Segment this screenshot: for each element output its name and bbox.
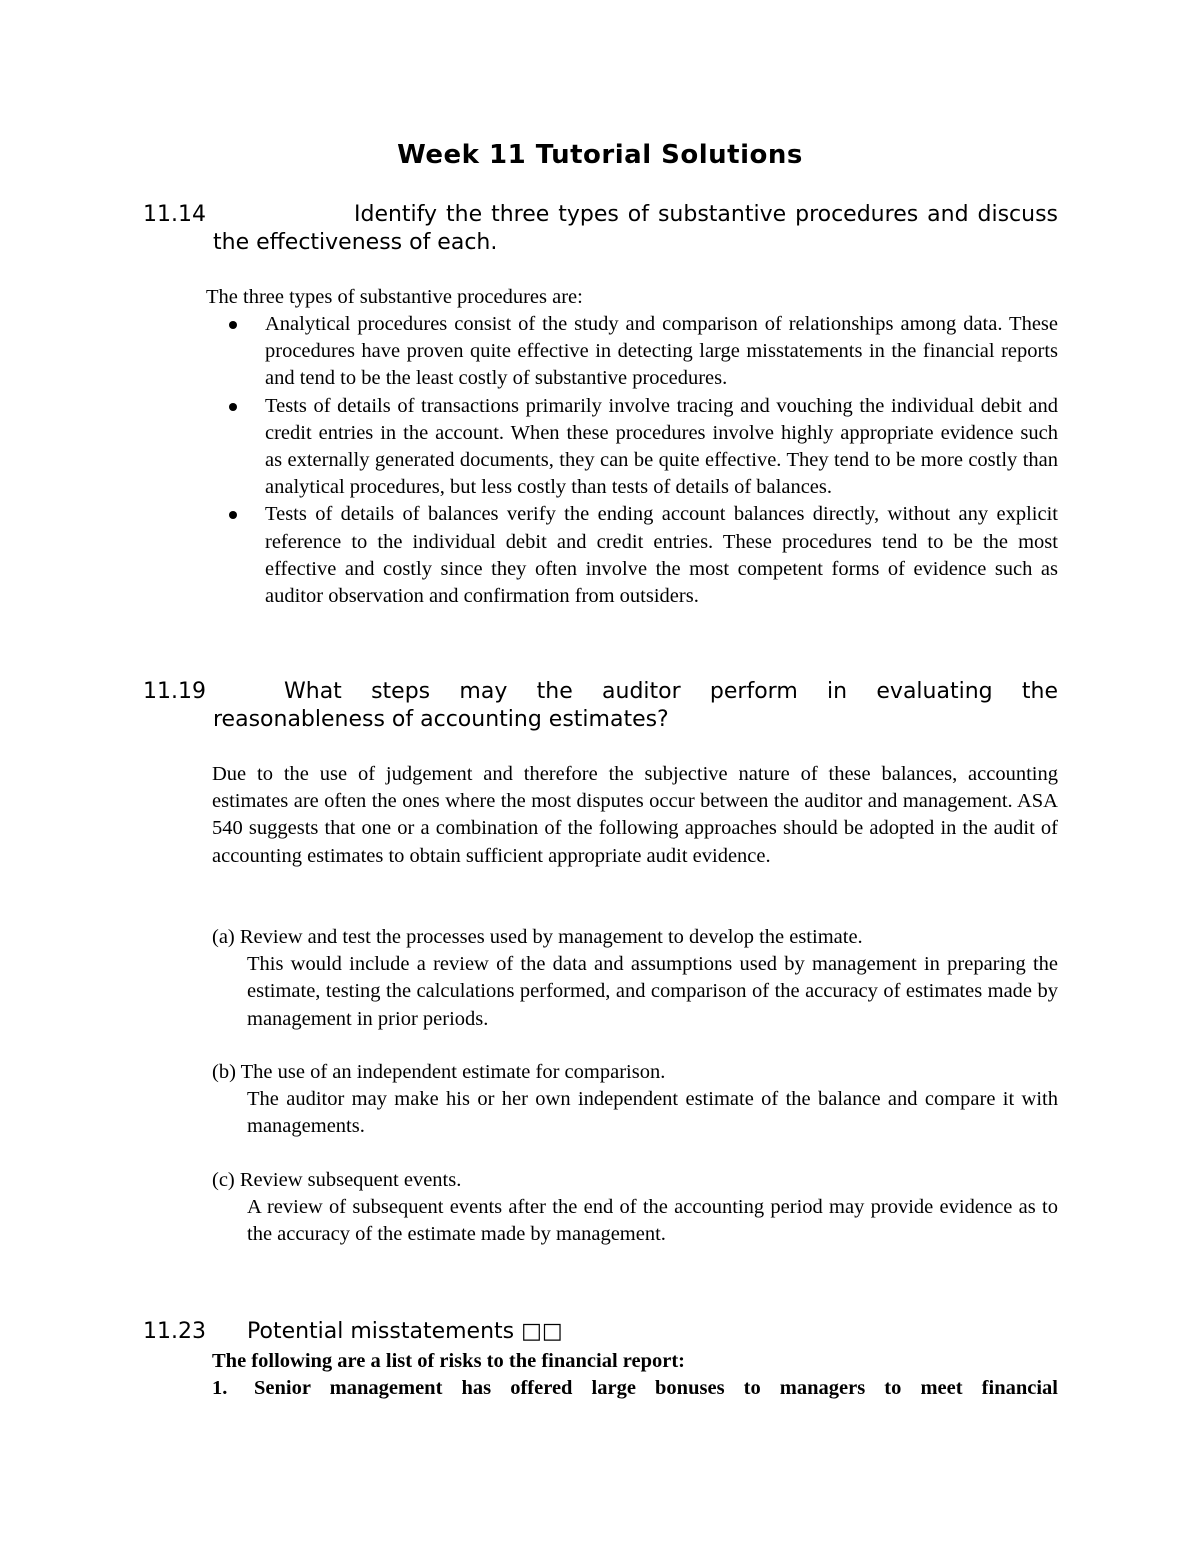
approach-body: A review of subsequent events after the end of the accounting period may provide evidence as to the accuracy of the estimate made by management. [247,1196,1058,1246]
approach-item-c [212,1167,1058,1249]
risk-number: 1. [212,1377,228,1399]
bullet-icon [229,511,237,519]
page-title: Week 11 Tutorial Solutions [397,140,803,170]
answer-paragraph: Due to the use of judgement and therefore the subjective nature of these balances, accounting estimates are often the ones where the most disputes occur between the auditor and management. ASA 540 suggests that one or a combination of the following approaches should be adopted in the audit of accounting estimates to obtain sufficient appropriate audit evidence. [212,763,1058,867]
approach-label: (c) Review subsequent events. [212,1169,462,1191]
question-text: Identify the three types of substantive procedures and discuss the effectiveness of each. [213,202,1058,255]
approach-body: This would include a review of the data and assumptions used by management in preparing the estimate, testing the calculations performed, and comparison of the accuracy of estimates made by management in prior periods. [247,953,1058,1030]
question-heading-11-14 [143,201,1058,257]
bullet-text: Tests of details of transactions primarily involve tracing and vouching the individual debit and credit entries in the account. When these procedures involve highly appropriate evidence such as externally generated documents, they can be quite effective. They tend to be more costly than analytical procedures, but less costly than tests of details of balances. [265,394,1058,499]
approach-item-b [212,1059,1058,1141]
question-heading-11-23 [143,1318,1058,1346]
bullet-icon [229,321,237,329]
bullet-text: Analytical procedures consist of the study and comparison of relationships among data. These procedures have proven quite effective in detecting large misstatements in the financial reports and tend to be the least costly of substantive procedures. [265,313,1058,390]
bullet-list [265,311,1058,610]
question-text: Potential misstatements □□ [247,1319,563,1344]
approach-body: The auditor may make his or her own independent estimate of the balance and compare it with managements. [247,1088,1058,1138]
list-item [265,501,1058,610]
bullet-icon [229,403,237,411]
answer-intro: The three types of substantive procedures are: [206,286,583,308]
list-item [265,393,1058,502]
question-number: 11.23 [143,1319,206,1344]
list-item [265,311,1058,393]
risk-text: Senior management has offered large bonuses to managers to meet financial [254,1377,1058,1399]
risks-intro: The following are a list of risks to the financial report: [212,1350,685,1372]
question-heading-11-19 [143,678,1058,734]
bullet-text: Tests of details of balances verify the ending account balances directly, without any explicit reference to the individual debit and credit entries. These procedures tend to be the most effective and costly since they often involve the most competent forms of evidence such as auditor observation and confirmation from outsiders. [265,503,1058,608]
approach-label: (a) Review and test the processes used by management to develop the estimate. [212,926,863,948]
question-text: What steps may the auditor perform in evaluating the reasonableness of accounting estimates? [213,679,1058,732]
approach-label: (b) The use of an independent estimate for comparison. [212,1061,666,1083]
question-number: 11.19 [143,679,206,704]
question-number: 11.14 [143,202,206,227]
approach-item-a [212,924,1058,1033]
risk-item [212,1375,1058,1402]
